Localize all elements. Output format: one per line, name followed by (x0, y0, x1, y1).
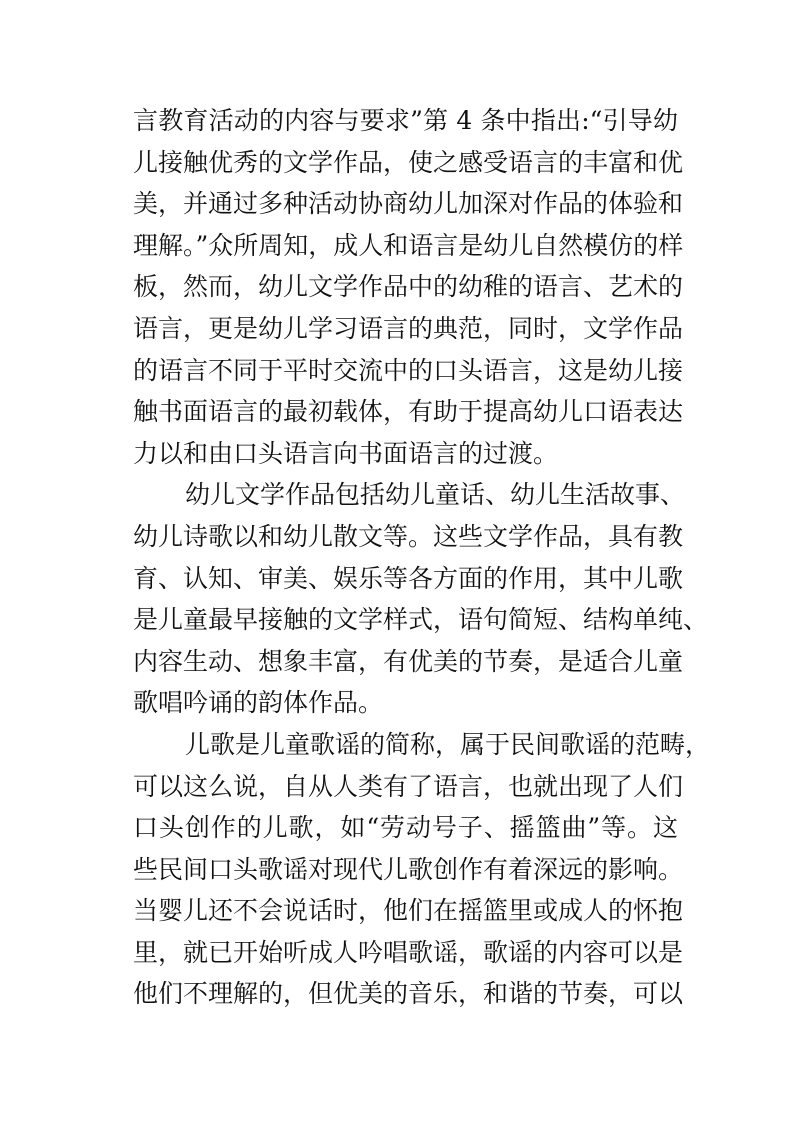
text-line: 幼儿诗歌以和幼儿散文等。这些文学作品，具有教 (133, 521, 684, 551)
text-line: 语言，更是幼儿学习语言的典范，同时，文学作品 (133, 313, 684, 343)
text-line: 儿歌是儿童歌谣的简称，属于民间歌谣的范畴， (185, 729, 711, 759)
text-line: 些民间口头歌谣对现代儿歌创作有着深远的影响。 (133, 854, 684, 884)
text-line: 板，然而，幼儿文学作品中的幼稚的语言、艺术的 (133, 272, 684, 302)
text-line: 他们不理解的，但优美的音乐，和谐的节奏，可以 (133, 979, 684, 1009)
text-line: 当婴儿还不会说话时，他们在摇篮里或成人的怀抱 (133, 896, 684, 926)
paragraph (133, 100, 684, 474)
text-line: 口头创作的儿歌，如“劳动号子、摇篮曲”等。这 (133, 813, 678, 843)
text-line: 育、认知、审美、娱乐等各方面的作用，其中儿歌 (133, 563, 684, 593)
text-line: 美，并通过多种活动协商幼儿加深对作品的体验和 (133, 189, 684, 219)
text-line: 理解。”众所周知，成人和语言是幼儿自然模仿的样 (133, 230, 684, 260)
paragraph (133, 474, 709, 724)
text-line: 的语言不同于平时交流中的口头语言，这是幼儿接 (133, 355, 684, 385)
paragraph (133, 724, 711, 1015)
text-line: 是儿童最早接触的文学样式，语句简短、结构单纯、 (133, 605, 709, 635)
text-line: 儿接触优秀的文学作品，使之感受语言的丰富和优 (133, 147, 684, 177)
text-line: 力以和由口头语言向书面语言的过渡。 (133, 438, 559, 468)
text-line: 内容生动、想象丰富，有优美的节奏，是适合儿童 (133, 646, 684, 676)
text-line: 里，就已开始听成人吟唱歌谣，歌谣的内容可以是 (133, 937, 684, 967)
text-line: 可以这么说，自从人类有了语言，也就出现了人们 (133, 771, 684, 801)
text-line: 幼儿文学作品包括幼儿童话、幼儿生活故事、 (185, 480, 686, 510)
body-text (133, 100, 711, 1015)
text-line: 触书面语言的最初载体，有助于提高幼儿口语表达 (133, 397, 684, 427)
text-line: 歌唱吟诵的韵体作品。 (133, 688, 384, 718)
text-line: 言教育活动的内容与要求”第 4 条中指出:“引导幼 (133, 106, 678, 135)
